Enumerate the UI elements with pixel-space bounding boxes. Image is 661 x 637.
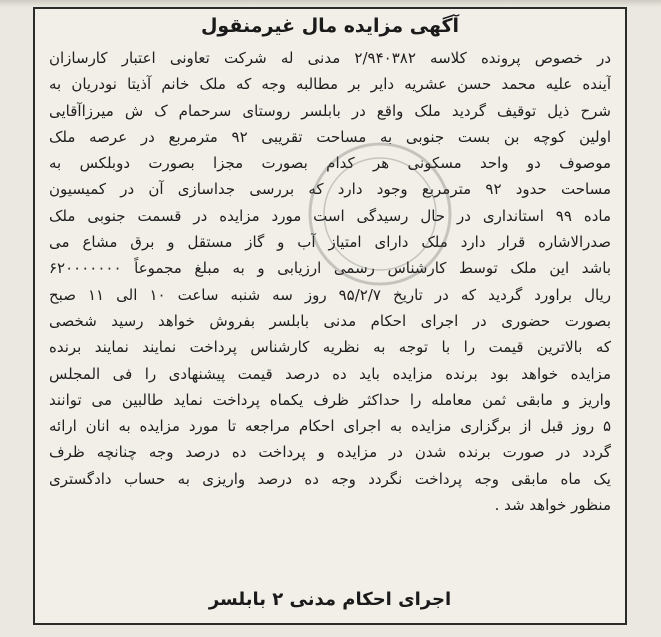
notice-line: مزایده خواهد بود برنده مزایده باید ده درصد قیمت پیشنهادی را فی المجلس xyxy=(49,364,611,383)
notice-line: موصوف دو واحد مسکونی هر کدام بصورت مجزا بصورت دوبلکس به xyxy=(49,154,611,173)
notice-line: گردد در صورت برنده شدن در مزایده و پرداخت ده درصد وجه چنانچه ظرف xyxy=(49,443,611,462)
notice-line: ریال براورد گردید که در تاریخ ۹۵/۲/۷ روز سه شنبه ساعت ۱۰ الی ۱۱ صبح xyxy=(49,285,611,304)
notice-line: آینده علیه محمد حسن عشریه دایر بر مطالبه وجه که ملک خانم آذیتا نودریان به xyxy=(49,75,611,94)
page-edge-shadow xyxy=(0,0,661,7)
notice-line: بصورت حضوری در اجرای احکام مدنی بابلسر بفروش خواهد رسید شخصی xyxy=(49,311,611,330)
notice-line: منظور خواهد شد . xyxy=(494,496,611,515)
notice-line: یک ماه مابقی وجه پرداخت نگردد وجه ده درصد واریزی به حساب دادگستری xyxy=(49,469,611,488)
notice-line: مساحت حدود ۹۲ مترمربع وجود دارد که بررسی جداسازی آن در کمیسیون xyxy=(49,180,611,199)
notice-line: شرح ذیل توقیف گردید ملک واقع در بابلسر روستای سرحمام ک ش میرزاآقایی xyxy=(49,101,611,120)
notice-line: صدرالاشاره قرار دارد ملک دارای امتیاز آب و گاز مستقل و برق مشاع می xyxy=(49,233,611,252)
notice-line: ماده ۹۹ استانداری در حال رسیدگی است مورد مزایده در قسمت جنوبی ملک xyxy=(49,206,611,225)
notice-line: واریز و مابقی ثمن معامله را حداکثر ظرف یکماه پرداخت نماید طالبین می توانند xyxy=(49,390,611,409)
notice-line: ۵ روز قبل از برگزاری مزایده به اجرای احکام مراجعه تا مورد مزایده به انان ارائه xyxy=(49,417,611,436)
notice-line: باشد این ملک توسط کارشناس رسمی ارزیابی و به مبلغ مجموعاً ۶۲۰۰۰۰۰۰۰ xyxy=(49,259,611,278)
notice-line: در خصوص پرونده کلاسه ۲/۹۴۰۳۸۲ مدنی له شرکت تعاونی اعتبار کارسازان xyxy=(49,49,611,67)
notice-body xyxy=(49,45,611,518)
notice-line: اولین کوچه بن بست جنوبی به مساحت تقریبی ۹۲ مترمربع در عرصه ملک xyxy=(49,127,611,146)
notice-title: آگهی مزایده مال غیرمنقول xyxy=(200,15,460,37)
notice-issuer: اجرای احکام مدنی ۲ بابلسر xyxy=(208,589,452,610)
notice-line: که بالاترین قیمت را با توجه به نظریه کارشناس پرداخت نمایند نمایند برنده xyxy=(49,338,611,357)
notice-frame xyxy=(33,7,627,625)
